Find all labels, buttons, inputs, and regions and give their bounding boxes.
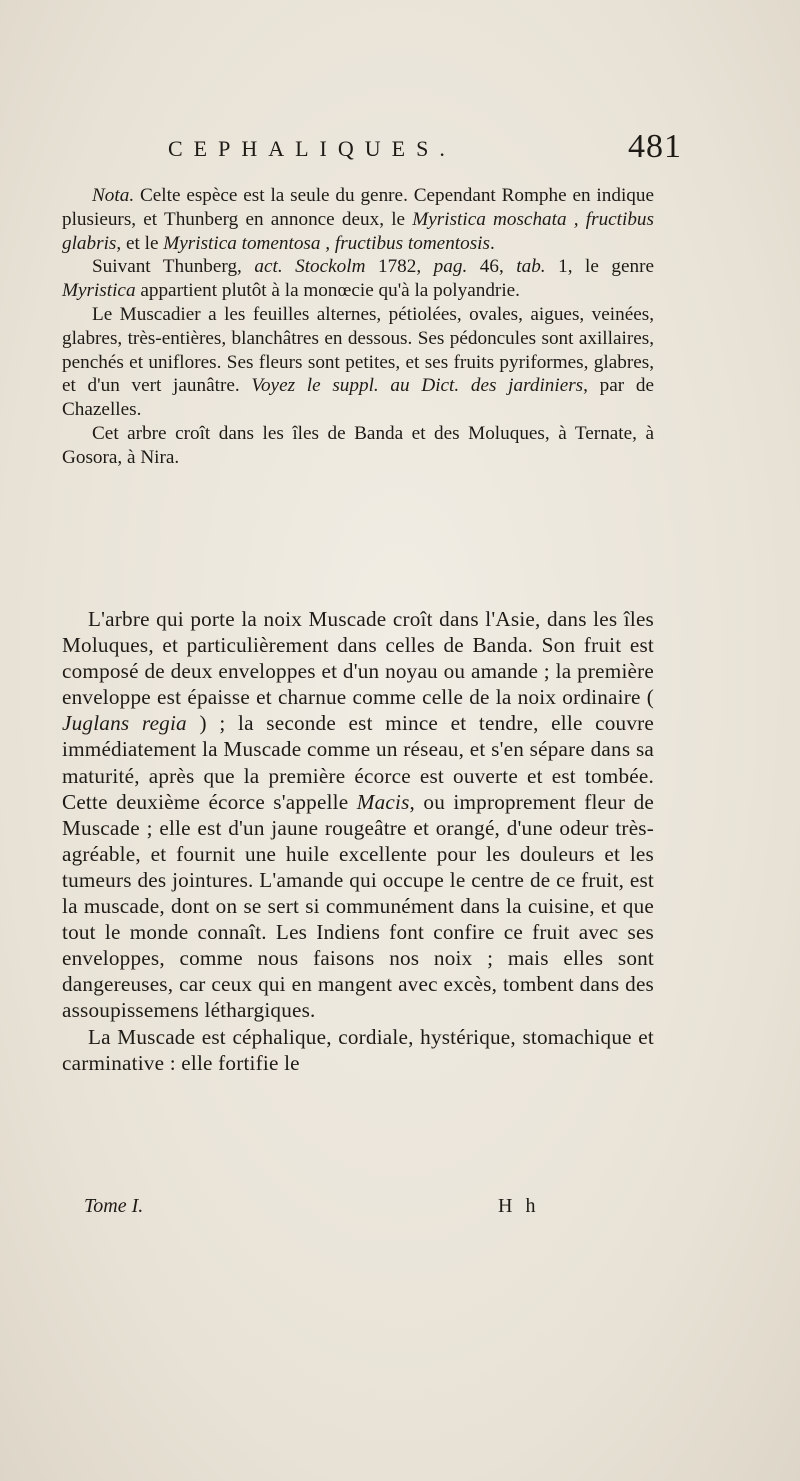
- main-paragraph-1: L'arbre qui porte la noix Muscade croît dans l'Asie, dans les îles Moluques, et particulièrement dans celles de Banda. Son fruit est composé de deux enveloppes et d'un noyau ou amande ; la première enveloppe est épaisse et charnue comme celle de la noix ordinaire ( Juglans regia ) ; la seconde est mince et tendre, elle couvre immédiatement la Muscade comme un réseau, et s'en sépare dans sa maturité, après que la première écorce est ouverte et est tombée. Cette deuxième écorce s'appelle Macis, ou improprement fleur de Muscade ; elle est d'un jaune rougeâtre et orangé, d'une odeur très-agréable, et fournit une huile excellente pour les douleurs et les tumeurs des jointures. L'amande qui occupe le centre de ce fruit, est la muscade, dont on se sert si communément dans la cuisine, et que tout le monde connaît. Les Indiens font confire ce fruit avec ses enveloppes, comme nous faisons nos noix ; mais elles sont dangereuses, car ceux qui en mangent avec excès, tombent dans des assoupissemens léthargiques.: [62, 607, 654, 1023]
- volume-label: Tome I.: [84, 1195, 144, 1217]
- note-label: Nota.: [92, 185, 135, 206]
- page-number: 481: [628, 128, 682, 165]
- signature-mark: H h: [498, 1195, 540, 1217]
- note-paragraph-4: Cet arbre croît dans les îles de Banda et des Moluques, à Ternate, à Gosora, à Nira.: [62, 422, 654, 468]
- note-paragraph-3: Le Muscadier a les feuilles alternes, pétiolées, ovales, aigues, veinées, glabres, très-entières, blanchâtres en dessous. Ses pédoncules sont axillaires, penchés et uniflores. Ses fleurs sont petites, et ses fruits pyriformes, glabres, et d'un vert jaunâtre. Voyez le suppl. au Dict. des jardiniers, par de Chazelles.: [62, 303, 654, 421]
- main-paragraph-2: La Muscade est céphalique, cordiale, hystérique, stomachique et carminative : elle fortifie le: [62, 1024, 654, 1075]
- note-block: [62, 184, 654, 470]
- main-text: [62, 606, 654, 1076]
- running-head: CEPHALIQUES.: [168, 136, 456, 161]
- note-paragraph-1: Nota. Celte espèce est la seule du genre. Cependant Romphe en indique plusieurs, et Thunberg en annonce deux, le Myristica moschata , fructibus glabris, et le Myristica tomentosa , fructibus tomentosis.: [62, 185, 654, 254]
- note-paragraph-2: Suivant Thunberg, act. Stockolm 1782, pag. 46, tab. 1, le genre Myristica appartient plutôt à la monœcie qu'à la polyandrie.: [62, 256, 654, 302]
- page-header: [62, 128, 682, 180]
- page-footer: [62, 1195, 654, 1225]
